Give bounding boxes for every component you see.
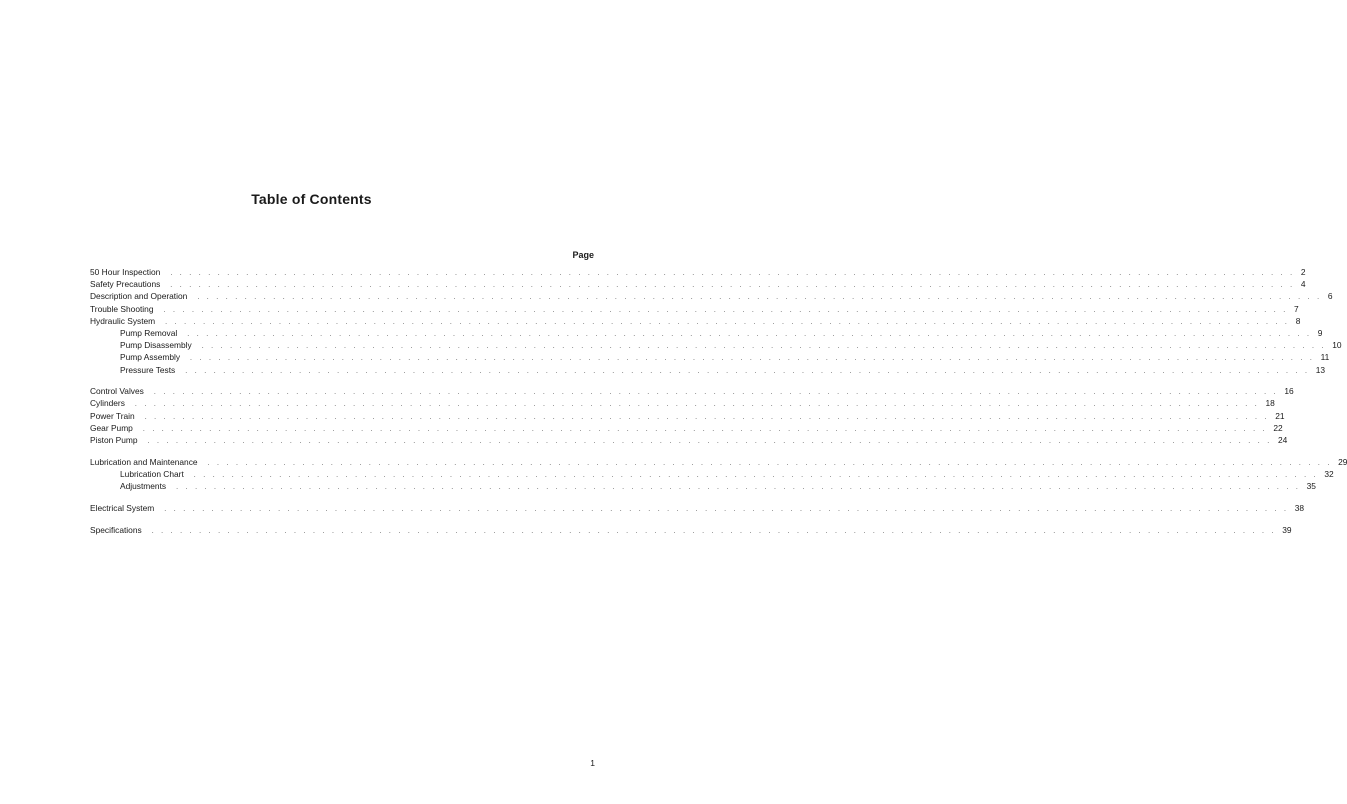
dot-leader: . . . . . . . . . . . . . . . . . . . . . . . . . . . . . . . . . . . . . . . . . . . . . . . . . . . . . . . . . . . . . . . . . . . . . . . . . . . . . . . . . . . . . . . . . . . . . . . . . . . . . . . . . . . . . . . . . . . . . . . bbox=[193, 472, 1319, 479]
toc-entry-label: Power Train bbox=[90, 410, 135, 421]
dot-leader: . . . . . . . . . . . . . . . . . . . . . . . . . . . . . . . . . . . . . . . . . . . . . . . . . . . . . . . . . . . . . . . . . . . . . . . . . . . . . . . . . . . . . . . . . . . . . . . . . . . . . . . . . . . . . . . . . . . . . . . bbox=[147, 438, 1273, 446]
toc-entry bbox=[90, 266, 1306, 278]
toc-entry-page: 18 bbox=[1265, 398, 1275, 409]
toc-entry-page: 35 bbox=[1306, 481, 1316, 492]
toc-entry bbox=[90, 315, 1301, 327]
dot-leader: . . . . . . . . . . . . . . . . . . . . . . . . . . . . . . . . . . . . . . . . . . . . . . . . . . . . . . . . . . . . . . . . . . . . . . . . . . . . . . . . . . . . . . . . . . . . . . . . . . . . . . . . . . . . . . . . . . . . . . . bbox=[207, 459, 1333, 467]
toc-entry bbox=[90, 278, 1306, 290]
toc-subentry bbox=[90, 480, 1316, 492]
toc-entry bbox=[90, 434, 1288, 446]
toc-entry-label: Pump Assembly bbox=[120, 352, 181, 363]
toc-entry-label: Hydraulic System bbox=[90, 315, 156, 326]
toc-entry bbox=[90, 385, 1294, 397]
toc-entry-label: Electrical System bbox=[90, 502, 155, 513]
toc-list bbox=[90, 266, 1347, 536]
dot-leader: . . . . . . . . . . . . . . . . . . . . . . . . . . . . . . . . . . . . . . . . . . . . . . . . . . . . . . . . . . . . . . . . . . . . . . . . . . . . . . . . . . . . . . . . . . . . . . . . . . . . . . . . . . . . . . . . . . . . . . . bbox=[163, 306, 1289, 314]
dot-leader: . . . . . . . . . . . . . . . . . . . . . . . . . . . . . . . . . . . . . . . . . . . . . . . . . . . . . . . . . . . . . . . . . . . . . . . . . . . . . . . . . . . . . . . . . . . . . . . . . . . . . . . . . . . . . . . . . . . . . . . bbox=[151, 527, 1277, 535]
dot-leader: . . . . . . . . . . . . . . . . . . . . . . . . . . . . . . . . . . . . . . . . . . . . . . . . . . . . . . . . . . . . . . . . . . . . . . . . . . . . . . . . . . . . . . . . . . . . . . . . . . . . . . . . . . . . . . . . . . . . . . . bbox=[190, 355, 1315, 363]
toc-entry-page: 2 bbox=[1300, 267, 1306, 277]
page-column-header: Page bbox=[572, 250, 594, 260]
toc-subentry bbox=[90, 351, 1330, 363]
toc-entry-label: Gear Pump bbox=[90, 422, 133, 433]
dot-leader: . . . . . . . . . . . . . . . . . . . . . . . . . . . . . . . . . . . . . . . . . . . . . . . . . . . . . . . . . . . . . . . . . . . . . . . . . . . . . . . . . . . . . . . . . . . . . . . . . . . . . . . . . . . . . . . . . . . . . . . bbox=[164, 505, 1289, 513]
toc-entry-label: Trouble Shooting bbox=[90, 303, 154, 314]
toc-entry-page: 9 bbox=[1317, 327, 1323, 338]
toc-entry-label: Pressure Tests bbox=[120, 364, 176, 375]
dot-leader: . . . . . . . . . . . . . . . . . . . . . . . . . . . . . . . . . . . . . . . . . . . . . . . . . . . . . . . . . . . . . . . . . . . . . . . . . . . . . . . . . . . . . . . . . . . . . . . . . . . . . . . . . . . . . . . . . . . . . . . bbox=[197, 294, 1322, 302]
dot-leader: . . . . . . . . . . . . . . . . . . . . . . . . . . . . . . . . . . . . . . . . . . . . . . . . . . . . . . . . . . . . . . . . . . . . . . . . . . . . . . . . . . . . . . . . . . . . . . . . . . . . . . . . . . . . . . . . . . . . . . . bbox=[134, 401, 1260, 409]
toc-entry-label: Lubrication Chart bbox=[120, 469, 184, 479]
toc-entry-page: 32 bbox=[1324, 469, 1334, 479]
dot-leader: . . . . . . . . . . . . . . . . . . . . . . . . . . . . . . . . . . . . . . . . . . . . . . . . . . . . . . . . . . . . . . . . . . . . . . . . . . . . . . . . . . . . . . . . . . . . . . . . . . . . . . . . . . . . . . . . . . . . . . . bbox=[170, 282, 1295, 290]
toc-entry-page: 29 bbox=[1338, 456, 1347, 467]
toc-entry-label: Control Valves bbox=[90, 386, 144, 397]
toc-entry-page: 38 bbox=[1294, 502, 1305, 513]
page-title: Table of Contents bbox=[251, 191, 372, 207]
toc-entry bbox=[90, 422, 1283, 434]
toc-entry-label: Specifications bbox=[90, 524, 142, 535]
toc-entry-page: 11 bbox=[1320, 352, 1330, 363]
toc-entry-label: Lubrication and Maintenance bbox=[90, 456, 198, 467]
dot-leader: . . . . . . . . . . . . . . . . . . . . . . . . . . . . . . . . . . . . . . . . . . . . . . . . . . . . . . . . . . . . . . . . . . . . . . . . . . . . . . . . . . . . . . . . . . . . . . . . . . . . . . . . . . . . . . . . . . . . . . . bbox=[165, 318, 1290, 326]
toc-entry-page: 39 bbox=[1282, 524, 1292, 535]
toc-entry bbox=[90, 397, 1275, 409]
toc-entry-page: 10 bbox=[1332, 340, 1342, 351]
dot-leader: . . . . . . . . . . . . . . . . . . . . . . . . . . . . . . . . . . . . . . . . . . . . . . . . . . . . . . . . . . . . . . . . . . . . . . . . . . . . . . . . . . . . . . . . . . . . . . . . . . . . . . . . . . . . . . . . . . . . . . . bbox=[187, 330, 1312, 338]
dot-leader: . . . . . . . . . . . . . . . . . . . . . . . . . . . . . . . . . . . . . . . . . . . . . . . . . . . . . . . . . . . . . . . . . . . . . . . . . . . . . . . . . . . . . . . . . . . . . . . . . . . . . . . . . . . . . . . . . . . . . . . bbox=[185, 367, 1310, 375]
toc-entry bbox=[90, 502, 1305, 514]
toc-entry-page: 22 bbox=[1273, 422, 1283, 433]
toc-entry bbox=[90, 456, 1347, 468]
page-number: 1 bbox=[590, 758, 595, 768]
dot-leader: . . . . . . . . . . . . . . . . . . . . . . . . . . . . . . . . . . . . . . . . . . . . . . . . . . . . . . . . . . . . . . . . . . . . . . . . . . . . . . . . . . . . . . . . . . . . . . . . . . . . . . . . . . . . . . . . . . . . . . . bbox=[153, 389, 1279, 397]
toc-entry-page: 6 bbox=[1327, 291, 1333, 302]
toc-entry bbox=[90, 410, 1285, 422]
toc-entry-page: 8 bbox=[1295, 315, 1301, 326]
dot-leader: . . . . . . . . . . . . . . . . . . . . . . . . . . . . . . . . . . . . . . . . . . . . . . . . . . . . . . . . . . . . . . . . . . . . . . . . . . . . . . . . . . . . . . . . . . . . . . . . . . . . . . . . . . . . . . . . . . . . . . . bbox=[170, 270, 1295, 277]
toc-entry-label: Safety Precautions bbox=[90, 279, 161, 290]
dot-leader: . . . . . . . . . . . . . . . . . . . . . . . . . . . . . . . . . . . . . . . . . . . . . . . . . . . . . . . . . . . . . . . . . . . . . . . . . . . . . . . . . . . . . . . . . . . . . . . . . . . . . . . . . . . . . . . . . . . . . . . bbox=[144, 413, 1270, 421]
dot-leader: . . . . . . . . . . . . . . . . . . . . . . . . . . . . . . . . . . . . . . . . . . . . . . . . . . . . . . . . . . . . . . . . . . . . . . . . . . . . . . . . . . . . . . . . . . . . . . . . . . . . . . . . . . . . . . . . . . . . . . . bbox=[201, 343, 1327, 351]
toc-entry-page: 21 bbox=[1275, 410, 1285, 421]
toc-entry bbox=[90, 524, 1292, 536]
toc-entry-page: 7 bbox=[1294, 303, 1299, 314]
toc-entry-label: Cylinders bbox=[90, 398, 125, 409]
toc-entry-label: 50 Hour Inspection bbox=[90, 267, 161, 277]
toc-entry bbox=[90, 290, 1333, 302]
toc-subentry bbox=[90, 327, 1323, 339]
toc-subentry bbox=[90, 468, 1334, 480]
toc-entry-label: Pump Disassembly bbox=[120, 340, 192, 351]
toc-entry-page: 13 bbox=[1315, 364, 1326, 375]
toc-entry-label: Adjustments bbox=[120, 481, 167, 492]
toc-entry bbox=[90, 303, 1299, 315]
toc-entry-label: Piston Pump bbox=[90, 435, 138, 446]
toc-entry-label: Description and Operation bbox=[90, 291, 188, 302]
toc-entry-page: 24 bbox=[1278, 435, 1288, 446]
toc-entry-page: 4 bbox=[1300, 279, 1306, 290]
toc-subentry bbox=[90, 364, 1326, 376]
dot-leader: . . . . . . . . . . . . . . . . . . . . . . . . . . . . . . . . . . . . . . . . . . . . . . . . . . . . . . . . . . . . . . . . . . . . . . . . . . . . . . . . . . . . . . . . . . . . . . . . . . . . . . . . . . . . . . . . . . . . . . . bbox=[176, 484, 1301, 492]
dot-leader: . . . . . . . . . . . . . . . . . . . . . . . . . . . . . . . . . . . . . . . . . . . . . . . . . . . . . . . . . . . . . . . . . . . . . . . . . . . . . . . . . . . . . . . . . . . . . . . . . . . . . . . . . . . . . . . . . . . . . . . bbox=[142, 425, 1268, 433]
toc-entry-label: Pump Removal bbox=[120, 327, 178, 338]
toc-subentry bbox=[90, 339, 1342, 351]
toc-entry-page: 16 bbox=[1284, 386, 1294, 397]
